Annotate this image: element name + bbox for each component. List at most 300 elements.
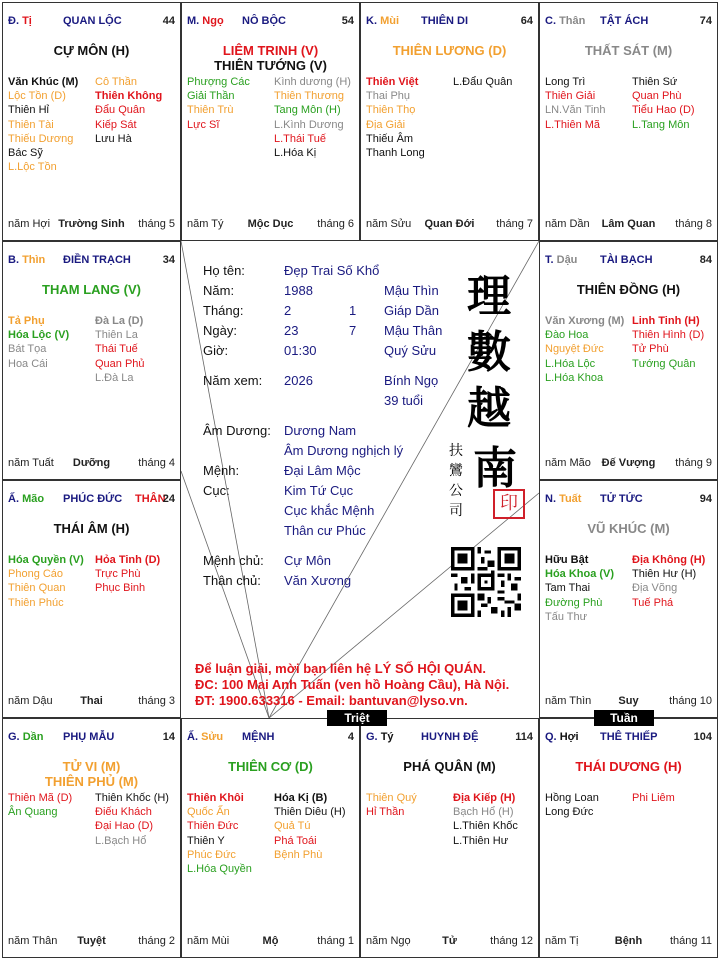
- palace-than: [539, 2, 718, 241]
- star-list-left: [187, 791, 252, 876]
- minor-star: Tấu Thư: [545, 610, 588, 623]
- palace-footer: [545, 935, 712, 949]
- palace-name: NÔ BỘC: [242, 15, 286, 27]
- palace-dan: [2, 718, 181, 958]
- value-than-chu: Văn Xương: [284, 573, 352, 588]
- value-tuoi: 39 tuổi: [384, 393, 424, 408]
- minor-star: Giải Thần: [187, 90, 235, 103]
- palace-stem: K.: [366, 15, 377, 27]
- palace-footer: [8, 218, 175, 232]
- palace-header: [8, 254, 175, 270]
- main-star: THIÊN TƯỚNG (V): [214, 58, 327, 73]
- value-am-duong: Dương Nam: [284, 423, 357, 438]
- star-list-right: [274, 791, 346, 862]
- palace-tuat: [539, 480, 718, 718]
- star-list-right: [95, 75, 162, 146]
- minor-star: LN.Văn Tinh: [545, 104, 606, 117]
- palace-month: tháng 2: [138, 935, 175, 947]
- minor-star: L.Hóa Kị: [274, 147, 317, 160]
- palace-month: tháng 9: [675, 457, 712, 469]
- star-list-left: [8, 553, 84, 610]
- label-thang: Tháng:: [203, 303, 244, 318]
- palace-stem-branch: [187, 731, 223, 743]
- minor-star: Thiên Hỉ: [8, 104, 49, 117]
- palace-month: tháng 6: [317, 218, 354, 230]
- palace-footer: [545, 457, 712, 471]
- minor-star: L.Tang Môn: [632, 118, 690, 131]
- palace-month: tháng 10: [669, 695, 712, 707]
- palace-year: năm Thìn: [545, 695, 592, 707]
- minor-star: Thiên Hư (H): [632, 568, 697, 581]
- palace-stage: Quan Đới: [424, 218, 475, 230]
- minor-star: Thiên Đức: [187, 820, 239, 833]
- minor-star: Thiên Không: [95, 90, 163, 103]
- palace-dau: [539, 241, 718, 480]
- tuan-marker: Tuần: [594, 710, 654, 726]
- main-star: LIÊM TRINH (V): [222, 43, 319, 58]
- minor-star: Hóa Quyền (V): [8, 554, 84, 566]
- minor-star: Phúc Đức: [187, 848, 236, 861]
- palace-year: năm Mão: [545, 457, 591, 469]
- palace-name: THIÊN DI: [421, 15, 469, 27]
- side-char-3: 公: [449, 483, 463, 499]
- palace-year: năm Dậu: [8, 695, 53, 707]
- palace-year: năm Thân: [8, 935, 58, 947]
- palace-stem-branch: [366, 731, 394, 743]
- minor-star: L.Đẩu Quân: [453, 76, 513, 88]
- side-char-2: 鸞: [449, 463, 463, 479]
- minor-star: Bác Sỹ: [8, 147, 43, 160]
- value-menh: Đại Lâm Mộc: [284, 463, 361, 478]
- minor-star: Tang Môn (H): [274, 104, 341, 117]
- palace-branch: Hợi: [559, 731, 579, 743]
- palace-name: TẬT ÁCH: [600, 15, 649, 27]
- palace-age: 54: [341, 15, 354, 27]
- palace-stem: Ấ.: [187, 731, 198, 743]
- palace-header: [366, 15, 533, 31]
- palace-suu: [181, 718, 360, 958]
- minor-star: Lưu Hà: [95, 132, 132, 145]
- main-star: THÁI DƯƠNG (H): [575, 759, 682, 774]
- minor-star: Hoa Cái: [8, 357, 48, 370]
- minor-star: Phi Liêm: [632, 792, 675, 804]
- minor-star: Thanh Long: [366, 147, 425, 160]
- minor-star: Kiếp Sát: [95, 118, 137, 131]
- palace-month: tháng 5: [138, 218, 175, 230]
- minor-star: Điếu Khách: [95, 806, 152, 819]
- star-list-right: [95, 791, 169, 848]
- star-list-right: [274, 75, 351, 160]
- palace-footer: [545, 695, 712, 709]
- value-thang-duong: 2: [284, 303, 292, 318]
- minor-star: Thiếu Âm: [366, 132, 414, 145]
- palace-stem: B.: [8, 254, 19, 266]
- palace-age: 114: [515, 731, 533, 743]
- palace-stem-branch: [366, 15, 399, 27]
- palace-mui: [360, 2, 539, 241]
- star-list-left: [545, 75, 606, 132]
- palace-month: tháng 7: [496, 218, 533, 230]
- star-list-right: [95, 553, 160, 596]
- main-star: THIÊN CƠ (D): [228, 759, 313, 774]
- palace-stage: Trường Sinh: [58, 218, 125, 230]
- palace-stem-branch: [8, 493, 44, 505]
- minor-star: Tiểu Hao (D): [632, 104, 695, 117]
- palace-year: năm Hợi: [8, 218, 51, 230]
- contact-line-1: Để luận giải, mời bạn liên hệ LÝ SỐ HỘI QUÁN.: [195, 661, 486, 676]
- value-cuc-khac: Cục khắc Mệnh: [284, 503, 375, 518]
- palace-stage: Dưỡng: [72, 457, 111, 469]
- palace-name: TỬ TỨC: [600, 493, 643, 505]
- palace-stage: Đế Vượng: [601, 457, 656, 469]
- value-than-cu: Thân cư Phúc: [284, 523, 366, 538]
- minor-star: L.Bạch Hổ: [95, 834, 147, 847]
- palace-header: [8, 15, 175, 31]
- minor-star: Đà La (D): [95, 315, 144, 327]
- minor-star: Hỏa Tinh (D): [95, 554, 161, 566]
- qr-code-icon: [451, 547, 521, 617]
- minor-star: Kình dương (H): [274, 76, 351, 88]
- palace-month: tháng 11: [669, 935, 712, 947]
- palace-stem: Đ.: [8, 15, 19, 27]
- star-list-left: [366, 791, 417, 819]
- minor-star: Long Trì: [545, 76, 586, 88]
- main-star: PHÁ QUÂN (M): [403, 759, 496, 774]
- palace-footer: [8, 695, 175, 709]
- calligraphy-char-3: 越: [467, 383, 511, 434]
- minor-star: Hữu Bật: [545, 554, 589, 566]
- minor-star: Quan Phủ: [95, 357, 145, 370]
- palace-name: TÀI BẠCH: [600, 254, 653, 266]
- palace-footer: [545, 218, 712, 232]
- value-ho-ten: Đẹp Trai Số Khổ: [284, 263, 380, 278]
- palace-age: 24: [162, 493, 175, 505]
- palace-footer: [187, 218, 354, 232]
- minor-star: Văn Khúc (M): [8, 76, 79, 88]
- star-list-left: [545, 553, 614, 624]
- palace-stem: Q.: [545, 731, 557, 743]
- palace-age: 104: [693, 731, 712, 743]
- palace-age: 44: [162, 15, 175, 27]
- star-list-left: [187, 75, 250, 132]
- palace-header: [545, 15, 712, 31]
- minor-star: Nguyệt Đức: [545, 343, 604, 356]
- palace-year: năm Tị: [545, 935, 579, 947]
- palace-stem-branch: [8, 15, 32, 27]
- label-gio: Giờ:: [203, 343, 229, 358]
- minor-star: Hóa Kị (B): [274, 792, 328, 804]
- label-menh: Mệnh:: [203, 463, 240, 478]
- palace-hoi: [539, 718, 718, 958]
- palace-year: năm Mùi: [187, 935, 230, 947]
- minor-star: Phá Toái: [274, 834, 317, 847]
- minor-star: Thiên Phúc: [8, 596, 64, 609]
- main-star: CỰ MÔN (H): [53, 43, 130, 58]
- palace-month: tháng 8: [675, 218, 712, 230]
- minor-star: Đại Hao (D): [95, 820, 154, 833]
- palace-branch: Dậu: [556, 254, 578, 266]
- palace-year: năm Sửu: [366, 218, 412, 230]
- minor-star: Thiếu Dương: [8, 132, 74, 145]
- minor-star: Thiên Trù: [187, 104, 234, 117]
- minor-star: Quan Phù: [632, 90, 682, 103]
- palace-stem: M.: [187, 15, 200, 27]
- palace-footer: [366, 218, 533, 232]
- palace-stem: N.: [545, 493, 556, 505]
- palace-month: tháng 12: [490, 935, 533, 947]
- palace-stage: Thai: [80, 695, 103, 707]
- center-info-panel: [181, 241, 539, 718]
- palace-stem-branch: [8, 731, 43, 743]
- red-seal: 印: [493, 489, 525, 519]
- palace-header: [187, 15, 354, 31]
- minor-star: Hồng Loan: [545, 792, 599, 804]
- palace-branch: Dần: [22, 731, 44, 743]
- minor-star: Thiên Khốc (H): [95, 792, 169, 804]
- contact-line-3: ĐT: 1900.633316 - Email: bantuvan@lyso.vn.: [195, 693, 468, 708]
- palace-than-marker: THÂN: [135, 493, 166, 505]
- palace-stem-branch: [545, 15, 585, 27]
- palace-stem: T.: [545, 254, 554, 266]
- minor-star: Lộc Tồn (D): [8, 90, 66, 103]
- label-menh-chu: Mệnh chủ:: [203, 553, 264, 568]
- palace-name: QUAN LỘC: [63, 15, 122, 27]
- minor-star: Thiên Giải: [545, 90, 596, 103]
- minor-star: Long Đức: [545, 806, 594, 819]
- palace-header: [545, 731, 712, 747]
- value-nam-can-chi: Mậu Thìn: [384, 283, 439, 298]
- palace-name: HUYNH ĐỆ: [421, 731, 479, 743]
- palace-branch: Ngọ: [202, 15, 224, 27]
- minor-star: Địa Kiếp (H): [453, 792, 516, 804]
- value-ngay-can-chi: Mậu Thân: [384, 323, 443, 338]
- minor-star: Thiên Y: [187, 834, 225, 847]
- palace-footer: [187, 935, 354, 949]
- palace-header: [545, 254, 712, 270]
- label-ngay: Ngày:: [203, 323, 237, 338]
- minor-star: Bạch Hổ (H): [453, 806, 514, 819]
- value-gio: 01:30: [284, 343, 317, 358]
- minor-star: Thiên Hình (D): [632, 329, 705, 342]
- label-nam: Năm:: [203, 283, 235, 298]
- triet-marker: Triệt: [327, 710, 387, 726]
- minor-star: Tướng Quân: [632, 357, 696, 370]
- star-list-right: [632, 314, 704, 371]
- minor-star: Thiên Quan: [8, 582, 66, 595]
- palace-stem: Ấ.: [8, 493, 19, 505]
- palace-branch: Tuất: [559, 493, 582, 505]
- minor-star: Thiên Sứ: [632, 76, 678, 88]
- main-star: THẤT SÁT (M): [584, 43, 673, 58]
- main-star: THIÊN ĐỒNG (H): [576, 282, 681, 297]
- minor-star: Phong Cáo: [8, 568, 64, 581]
- palace-stem: G.: [366, 731, 378, 743]
- calligraphy-char-4: 南: [473, 443, 517, 494]
- label-ho-ten: Họ tên:: [203, 263, 245, 278]
- minor-star: Thái Tuế: [95, 343, 138, 356]
- palace-stem-branch: [545, 493, 581, 505]
- minor-star: Ân Quang: [8, 806, 58, 819]
- minor-star: Linh Tinh (H): [632, 315, 700, 327]
- star-list-right: [95, 314, 145, 385]
- minor-star: Trực Phù: [95, 568, 141, 581]
- value-am-duong-ly: Âm Dương nghịch lý: [284, 443, 404, 458]
- palace-stage: Bệnh: [614, 935, 643, 947]
- minor-star: Thiên Diêu (H): [274, 806, 346, 819]
- palace-month: tháng 3: [138, 695, 175, 707]
- minor-star: Quốc Ấn: [187, 806, 230, 819]
- value-ngay-duong: 23: [284, 323, 299, 338]
- minor-star: Thiên Tài: [8, 118, 54, 131]
- value-menh-chu: Cự Môn: [284, 553, 331, 568]
- minor-star: Thiên Việt: [366, 76, 419, 88]
- palace-header: [8, 493, 175, 509]
- minor-star: Hóa Khoa (V): [545, 568, 615, 581]
- side-char-1: 扶: [449, 443, 463, 459]
- star-list-right: [632, 791, 675, 805]
- palace-header: [366, 731, 533, 747]
- value-cuc: Kim Tứ Cục: [284, 483, 354, 498]
- value-gio-can-chi: Quý Sửu: [384, 343, 437, 358]
- palace-year: năm Tuất: [8, 457, 54, 469]
- palace-age: 14: [162, 731, 175, 743]
- minor-star: Bát Tọa: [8, 343, 47, 356]
- minor-star: Thiên Thương: [274, 90, 345, 103]
- minor-star: Bệnh Phù: [274, 848, 323, 861]
- palace-stage: Tuyệt: [77, 935, 106, 947]
- label-nam-xem: Năm xem:: [203, 373, 263, 388]
- palace-stage: Mộc Dục: [247, 218, 294, 230]
- value-nam-duong: 1988: [284, 283, 313, 298]
- minor-star: L.Thiên Khốc: [453, 820, 518, 833]
- calligraphy-char-1: 理: [467, 271, 511, 322]
- palace-name: ĐIỀN TRẠCH: [63, 254, 131, 266]
- side-calligraphy: [449, 441, 467, 521]
- minor-star: Phượng Các: [187, 76, 250, 88]
- minor-star: Cô Thần: [95, 76, 137, 88]
- minor-star: Tuế Phá: [632, 596, 674, 609]
- star-list-right: [453, 791, 518, 848]
- star-list-right: [453, 75, 512, 89]
- palace-age: 94: [699, 493, 712, 505]
- palace-stem: C.: [545, 15, 556, 27]
- palace-footer: [8, 935, 175, 949]
- palace-name: MỆNH: [242, 731, 275, 743]
- minor-star: Thiên Khôi: [187, 792, 244, 804]
- minor-star: Đào Hoa: [545, 329, 589, 342]
- palace-stem-branch: [545, 731, 579, 743]
- minor-star: L.Hóa Quyền: [187, 863, 252, 876]
- main-star: VŨ KHÚC (M): [587, 521, 670, 536]
- palace-month: tháng 1: [317, 935, 354, 947]
- minor-star: Thiên Quý: [366, 792, 417, 804]
- side-char-4: 司: [449, 503, 463, 519]
- label-am-duong: Âm Dương:: [203, 423, 271, 438]
- palace-stem-branch: [187, 15, 224, 27]
- palace-branch: Tý: [380, 731, 394, 743]
- main-star: THIÊN LƯƠNG (D): [392, 43, 507, 58]
- palace-stage: Suy: [618, 695, 639, 707]
- minor-star: Địa Không (H): [632, 554, 706, 566]
- minor-star: Địa Võng: [632, 582, 678, 595]
- palace-ngo: [181, 2, 360, 241]
- minor-star: Thai Phụ: [366, 90, 411, 103]
- palace-stage: Lâm Quan: [601, 218, 656, 230]
- minor-star: L.Hóa Lộc: [545, 357, 596, 370]
- star-list-right: [632, 553, 705, 610]
- palace-stem: G.: [8, 731, 20, 743]
- star-list-left: [545, 314, 624, 385]
- minor-star: Văn Xương (M): [545, 315, 625, 327]
- palace-branch: Thìn: [22, 254, 46, 266]
- palace-header: [8, 731, 175, 747]
- minor-star: Đẩu Quân: [95, 104, 146, 117]
- palace-branch: Tị: [22, 15, 32, 27]
- minor-star: Tả Phụ: [8, 315, 45, 327]
- palace-stem-branch: [8, 254, 45, 266]
- value-nam-xem: 2026: [284, 373, 313, 388]
- palace-name: PHÚC ĐỨC: [63, 493, 123, 505]
- palace-footer: [8, 457, 175, 471]
- value-nam-xem-can-chi: Bính Ngọ: [384, 373, 439, 388]
- palace-branch: Mão: [22, 493, 45, 505]
- minor-star: Tử Phù: [632, 343, 669, 356]
- star-list-left: [545, 791, 599, 819]
- minor-star: Phục Binh: [95, 582, 146, 595]
- main-star: THÁI ÂM (H): [53, 521, 130, 536]
- palace-age: 84: [699, 254, 712, 266]
- palace-footer: [366, 935, 533, 949]
- palace-year: năm Dần: [545, 218, 590, 230]
- minor-star: Thiên Thọ: [366, 104, 416, 117]
- value-thang-can-chi: Giáp Dần: [384, 303, 439, 318]
- palace-month: tháng 4: [138, 457, 175, 469]
- minor-star: Đường Phù: [545, 596, 603, 609]
- minor-star: Hỉ Thần: [366, 806, 405, 819]
- main-star: TỬ VI (M): [62, 759, 121, 774]
- star-list-right: [632, 75, 695, 132]
- palace-year: năm Ngọ: [366, 935, 411, 947]
- minor-star: L.Hóa Khoa: [545, 371, 604, 384]
- label-than-chu: Thân chủ:: [203, 573, 261, 588]
- value-ngay-am: 7: [349, 323, 357, 338]
- palace-stage: Tử: [442, 935, 457, 947]
- palace-ty2: [360, 718, 539, 958]
- minor-star: L.Thiên Mã: [545, 118, 601, 131]
- palace-ty: [2, 2, 181, 241]
- palace-stage: Mộ: [262, 935, 279, 947]
- star-list-left: [8, 314, 69, 371]
- palace-name: THÊ THIẾP: [600, 731, 658, 743]
- value-thang-am: 1: [349, 303, 357, 318]
- palace-stem-branch: [545, 254, 577, 266]
- star-list-left: [8, 791, 72, 819]
- palace-age: 64: [520, 15, 533, 27]
- minor-star: Thiên La: [95, 329, 138, 342]
- main-star: THAM LANG (V): [42, 282, 141, 297]
- star-list-left: [8, 75, 78, 174]
- minor-star: L.Kình Dương: [274, 118, 344, 131]
- minor-star: Địa Giải: [366, 118, 406, 131]
- minor-star: L.Đà La: [95, 371, 134, 384]
- contact-line-2: ĐC: 100 Mai Anh Tuấn (ven hồ Hoàng Cầu), Hà Nội.: [195, 677, 510, 692]
- palace-branch: Thân: [559, 15, 586, 27]
- minor-star: L.Lộc Tồn: [8, 161, 57, 174]
- minor-star: L.Thái Tuế: [274, 132, 326, 145]
- palace-age: 4: [347, 731, 354, 743]
- palace-year: năm Tý: [187, 218, 224, 230]
- palace-header: [187, 731, 354, 747]
